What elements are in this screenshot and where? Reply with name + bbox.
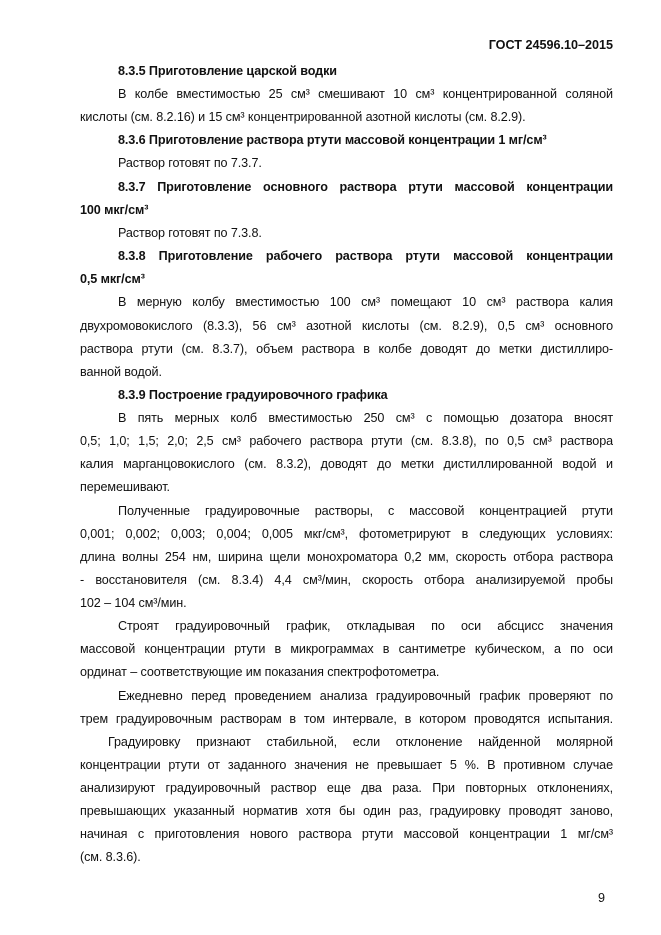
section-heading-8-3-8: 8.3.8 Приготовление рабочего раствора ртути массовой концентрации — [118, 249, 613, 263]
paragraph-line: калия марганцовокислого (см. 8.3.2), доводят до метки дистиллированной водой и — [80, 457, 613, 471]
paragraph-line: начиная с приготовления нового раствора ртути массовой концентрации 1 мг/см³ — [80, 827, 613, 841]
paragraph-line: раствора ртути (см. 8.3.7), объем раствора в колбе доводят до метки дистиллиро- — [80, 342, 613, 356]
paragraph-line: ванной водой. — [80, 365, 162, 379]
paragraph-line: 102 – 104 см³/мин. — [80, 596, 187, 610]
paragraph-line: 0,001; 0,002; 0,003; 0,004; 0,005 мкг/см³, фотометрируют в следующих условиях: — [80, 527, 613, 541]
paragraph-line: двухромовокислого (8.3.3), 56 см³ азотной кислоты (см. 8.2.9), 0,5 см³ основного — [80, 319, 613, 333]
section-heading-8-3-7-cont: 100 мкг/см³ — [80, 203, 149, 217]
paragraph-line: В колбе вместимостью 25 см³ смешивают 10 см³ концентрированной соляной — [118, 87, 613, 101]
paragraph-line: Ежедневно перед проведением анализа градуировочный график проверяют по — [118, 689, 613, 703]
page-number: 9 — [597, 891, 605, 905]
paragraph-line: перемешивают. — [80, 480, 170, 494]
section-heading-8-3-8-cont: 0,5 мкг/см³ — [80, 272, 145, 286]
paragraph-line: анализируют градуировочный раствор еще два раза. При повторных отклонениях, — [80, 781, 613, 795]
paragraph-line: кислоты (см. 8.2.16) и 15 см³ концентрированной азотной кислоты (см. 8.2.9). — [80, 110, 526, 124]
section-heading-8-3-6: 8.3.6 Приготовление раствора ртути массовой концентрации 1 мг/см³ — [118, 133, 547, 147]
paragraph-line: трем градуировочным растворам в том интервале, в котором проводятся испытания. — [80, 712, 613, 726]
paragraph-line: Раствор готовят по 7.3.7. — [118, 156, 262, 170]
paragraph-line: В мерную колбу вместимостью 100 см³ помещают 10 см³ раствора калия — [118, 295, 613, 309]
standard-header: ГОСТ 24596.10–2015 — [488, 38, 613, 52]
section-heading-8-3-7: 8.3.7 Приготовление основного раствора ртути массовой концентрации — [118, 180, 613, 194]
paragraph-line: Раствор готовят по 7.3.8. — [118, 226, 262, 240]
section-heading-8-3-5: 8.3.5 Приготовление царской водки — [118, 64, 337, 78]
paragraph-line: Градуировку признают стабильной, если отклонение найденной молярной — [108, 735, 613, 749]
paragraph-line: превышающих указанный норматив хотя бы один раз, градуировку проводят заново, — [80, 804, 613, 818]
paragraph-line: концентрации ртути от заданного значения не превышает 5 %. В противном случае — [80, 758, 613, 772]
paragraph-line: - восстановителя (см. 8.3.4) 4,4 см³/мин, скорость отбора анализируемой пробы — [80, 573, 613, 587]
paragraph-line: 0,5; 1,0; 1,5; 2,0; 2,5 см³ рабочего раствора ртути (см. 8.3.8), по 0,5 см³ раствора — [80, 434, 613, 448]
paragraph-line: длина волны 254 нм, ширина щели монохроматора 0,2 мм, скорость отбора раствора — [80, 550, 613, 564]
section-heading-8-3-9: 8.3.9 Построение градуировочного графика — [118, 388, 388, 402]
paragraph-line: (см. 8.3.6). — [80, 850, 141, 864]
paragraph-line: В пять мерных колб вместимостью 250 см³ с помощью дозатора вносят — [118, 411, 613, 425]
paragraph-line: Строят градуировочный график, откладывая по оси абсцисс значения — [118, 619, 613, 633]
paragraph-line: Полученные градуировочные растворы, с массовой концентрацией ртути — [118, 504, 613, 518]
paragraph-line: массовой концентрации ртути в микрограммах в сантиметре кубическом, а по оси — [80, 642, 613, 656]
paragraph-line: ординат – соответствующие им показания спектрофотометра. — [80, 665, 440, 679]
